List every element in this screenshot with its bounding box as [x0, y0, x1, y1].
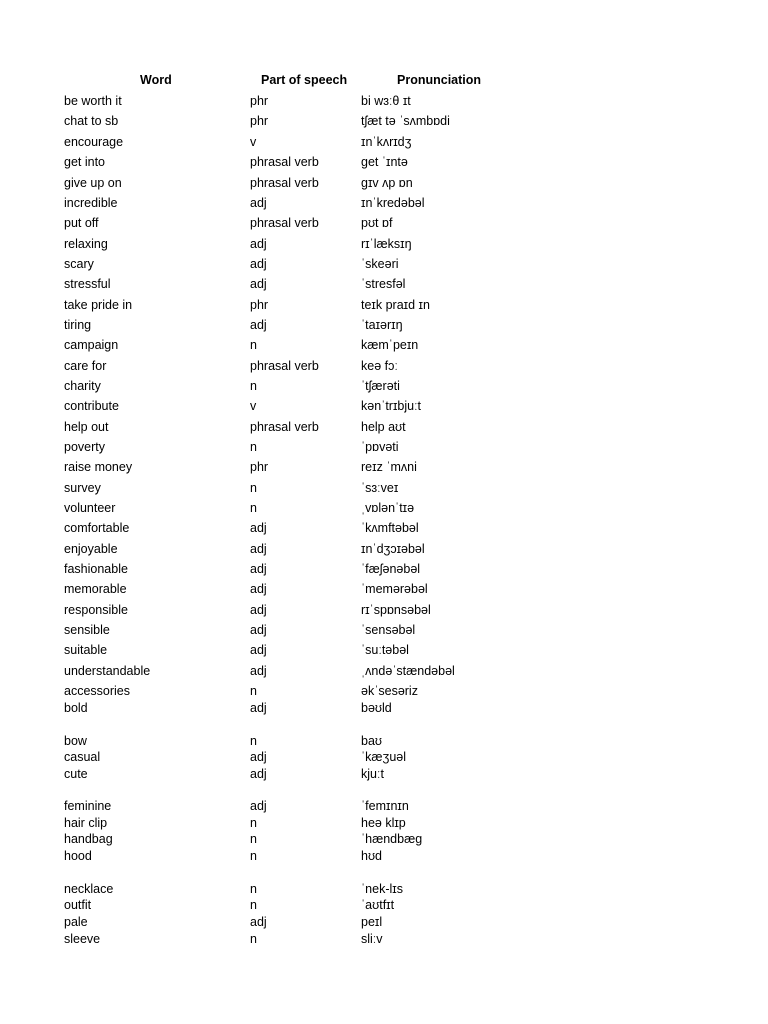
table-row — [0, 338, 768, 355]
part-of-speech-cell: phrasal verb — [250, 155, 319, 169]
word-cell: handbag — [64, 832, 113, 846]
pronunciation-cell: ˈsensəbəl — [361, 623, 416, 637]
header-pronunciation: Pronunciation — [397, 73, 482, 87]
part-of-speech-cell: phrasal verb — [250, 176, 319, 190]
word-cell: incredible — [64, 196, 118, 210]
word-cell: be worth it — [64, 94, 122, 108]
word-cell: tiring — [64, 318, 92, 332]
table-row — [0, 849, 768, 866]
part-of-speech-cell: n — [250, 440, 257, 454]
part-of-speech-cell: adj — [250, 664, 267, 678]
pronunciation-cell: ˈpɒvəti — [361, 440, 399, 454]
pronunciation-cell: kjuːt — [361, 767, 384, 781]
pronunciation-cell: get ˈɪntə — [361, 155, 408, 169]
word-cell: take pride in — [64, 298, 133, 312]
part-of-speech-cell: adj — [250, 623, 267, 637]
table-row — [0, 750, 768, 767]
word-cell: bow — [64, 734, 87, 748]
word-cell: comfortable — [64, 521, 130, 535]
pronunciation-cell: ˈkæʒuəl — [361, 750, 407, 764]
table-row — [0, 816, 768, 833]
pronunciation-cell: ɪnˈkʌrɪdʒ — [361, 135, 412, 149]
part-of-speech-cell: n — [250, 849, 257, 863]
table-row — [0, 501, 768, 518]
word-cell: necklace — [64, 882, 114, 896]
table-row — [0, 114, 768, 131]
part-of-speech-cell: n — [250, 481, 257, 495]
word-cell: cute — [64, 767, 88, 781]
word-cell: poverty — [64, 440, 105, 454]
word-cell: memorable — [64, 582, 127, 596]
word-cell: bold — [64, 701, 88, 715]
word-cell: feminine — [64, 799, 112, 813]
word-cell: give up on — [64, 176, 122, 190]
table-row — [0, 257, 768, 274]
part-of-speech-cell: n — [250, 816, 257, 830]
word-cell: chat to sb — [64, 114, 119, 128]
table-row — [0, 216, 768, 233]
pronunciation-cell: ˈmemərəbəl — [361, 582, 428, 596]
pronunciation-cell: reɪz ˈmʌni — [361, 460, 417, 474]
table-row — [0, 882, 768, 899]
part-of-speech-cell: n — [250, 379, 257, 393]
part-of-speech-cell: adj — [250, 542, 267, 556]
part-of-speech-cell: n — [250, 338, 257, 352]
part-of-speech-cell: adj — [250, 767, 267, 781]
table-row — [0, 420, 768, 437]
pronunciation-cell: hʊd — [361, 849, 383, 863]
pronunciation-cell: ˈskeəri — [361, 257, 399, 271]
pronunciation-cell: gɪv ʌp ɒn — [361, 176, 413, 190]
word-cell: casual — [64, 750, 101, 764]
part-of-speech-cell: n — [250, 882, 257, 896]
part-of-speech-cell: adj — [250, 257, 267, 271]
pronunciation-cell: help aʊt — [361, 420, 406, 434]
pronunciation-cell: ˈsuːtəbəl — [361, 643, 409, 657]
part-of-speech-cell: adj — [250, 701, 267, 715]
word-cell: put off — [64, 216, 99, 230]
word-cell: raise money — [64, 460, 133, 474]
part-of-speech-cell: phrasal verb — [250, 420, 319, 434]
word-cell: contribute — [64, 399, 119, 413]
table-row — [0, 379, 768, 396]
part-of-speech-cell: n — [250, 734, 257, 748]
table-row — [0, 359, 768, 376]
word-cell: care for — [64, 359, 107, 373]
word-cell: accessories — [64, 684, 130, 698]
pronunciation-cell: kənˈtrɪbjuːt — [361, 399, 422, 413]
table-row — [0, 767, 768, 784]
pronunciation-cell: ˈtʃærəti — [361, 379, 400, 393]
pronunciation-cell: heə klɪp — [361, 816, 406, 830]
part-of-speech-cell: phr — [250, 114, 269, 128]
part-of-speech-cell: v — [250, 135, 257, 149]
pronunciation-cell: kæmˈpeɪn — [361, 338, 419, 352]
table-row — [0, 196, 768, 213]
word-cell: suitable — [64, 643, 108, 657]
table-row — [0, 135, 768, 152]
pronunciation-cell: tʃæt tə ˈsʌmbɒdi — [361, 114, 450, 128]
word-cell: hair clip — [64, 816, 108, 830]
part-of-speech-cell: n — [250, 501, 257, 515]
pronunciation-cell: rɪˈlæksɪŋ — [361, 237, 412, 251]
pronunciation-cell: ˈtaɪərɪŋ — [361, 318, 403, 332]
pronunciation-cell: baʊ — [361, 734, 383, 748]
part-of-speech-cell: phr — [250, 94, 269, 108]
part-of-speech-cell: n — [250, 684, 257, 698]
word-cell: charity — [64, 379, 101, 393]
table-row — [0, 176, 768, 193]
word-cell: relaxing — [64, 237, 108, 251]
table-row — [0, 932, 768, 949]
pronunciation-cell: ˈnek-lɪs — [361, 882, 403, 896]
table-row — [0, 643, 768, 660]
word-cell: campaign — [64, 338, 119, 352]
table-row — [0, 701, 768, 718]
part-of-speech-cell: adj — [250, 237, 267, 251]
part-of-speech-cell: n — [250, 832, 257, 846]
word-cell: pale — [64, 915, 88, 929]
pronunciation-cell: teɪk praɪd ɪn — [361, 298, 430, 312]
table-row — [0, 94, 768, 111]
part-of-speech-cell: adj — [250, 562, 267, 576]
table-row — [0, 542, 768, 559]
part-of-speech-cell: adj — [250, 582, 267, 596]
part-of-speech-cell: adj — [250, 318, 267, 332]
part-of-speech-cell: adj — [250, 643, 267, 657]
pronunciation-cell: ɪnˈdʒɔɪəbəl — [361, 542, 425, 556]
table-row — [0, 298, 768, 315]
table-row — [0, 799, 768, 816]
table-row — [0, 684, 768, 701]
part-of-speech-cell: phrasal verb — [250, 359, 319, 373]
part-of-speech-cell: adj — [250, 521, 267, 535]
pronunciation-cell: pʊt ɒf — [361, 216, 393, 230]
word-cell: sleeve — [64, 932, 101, 946]
pronunciation-cell: ˌvɒlənˈtɪə — [361, 501, 415, 515]
word-cell: survey — [64, 481, 101, 495]
pronunciation-cell: ˈaʊtfɪt — [361, 898, 395, 912]
word-cell: outfit — [64, 898, 92, 912]
part-of-speech-cell: adj — [250, 277, 267, 291]
word-cell: understandable — [64, 664, 151, 678]
pronunciation-cell: bəʊld — [361, 701, 392, 715]
table-row — [0, 603, 768, 620]
header-word: Word — [140, 73, 172, 87]
table-row — [0, 562, 768, 579]
pronunciation-cell: bi wɜːθ ɪt — [361, 94, 411, 108]
word-cell: get into — [64, 155, 106, 169]
pronunciation-cell: ˈstresfəl — [361, 277, 406, 291]
table-row — [0, 318, 768, 335]
word-cell: volunteer — [64, 501, 116, 515]
part-of-speech-cell: phr — [250, 460, 269, 474]
pronunciation-cell: keə fɔː — [361, 359, 398, 373]
table-row — [0, 155, 768, 172]
part-of-speech-cell: adj — [250, 603, 267, 617]
part-of-speech-cell: adj — [250, 750, 267, 764]
part-of-speech-cell: v — [250, 399, 257, 413]
table-row — [0, 915, 768, 932]
pronunciation-cell: peɪl — [361, 915, 383, 929]
word-cell: responsible — [64, 603, 128, 617]
pronunciation-cell: ˈhændbæg — [361, 832, 423, 846]
pronunciation-cell: ˈfemɪnɪn — [361, 799, 409, 813]
part-of-speech-cell: adj — [250, 799, 267, 813]
table-row — [0, 664, 768, 681]
word-cell: fashionable — [64, 562, 128, 576]
table-row — [0, 521, 768, 538]
table-row — [0, 582, 768, 599]
table-row — [0, 277, 768, 294]
pronunciation-cell: ɪnˈkredəbəl — [361, 196, 425, 210]
table-row — [0, 481, 768, 498]
part-of-speech-cell: n — [250, 932, 257, 946]
pronunciation-cell: sliːv — [361, 932, 383, 946]
table-row — [0, 460, 768, 477]
part-of-speech-cell: adj — [250, 915, 267, 929]
pronunciation-cell: rɪˈspɒnsəbəl — [361, 603, 431, 617]
table-row — [0, 734, 768, 751]
pronunciation-cell: ˈfæʃənəbəl — [361, 562, 421, 576]
part-of-speech-cell: n — [250, 898, 257, 912]
table-row — [0, 440, 768, 457]
word-cell: enjoyable — [64, 542, 118, 556]
table-row — [0, 237, 768, 254]
pronunciation-cell: ˈsɜːveɪ — [361, 481, 399, 495]
word-cell: hood — [64, 849, 92, 863]
part-of-speech-cell: phr — [250, 298, 269, 312]
word-cell: encourage — [64, 135, 124, 149]
part-of-speech-cell: phrasal verb — [250, 216, 319, 230]
word-cell: stressful — [64, 277, 111, 291]
word-cell: scary — [64, 257, 94, 271]
header-part-of-speech: Part of speech — [261, 73, 348, 87]
table-row — [0, 832, 768, 849]
table-row — [0, 898, 768, 915]
table-row — [0, 399, 768, 416]
part-of-speech-cell: adj — [250, 196, 267, 210]
word-cell: help out — [64, 420, 109, 434]
word-cell: sensible — [64, 623, 110, 637]
table-row — [0, 623, 768, 640]
pronunciation-cell: ˌʌndəˈstændəbəl — [361, 664, 455, 678]
pronunciation-cell: ˈkʌmftəbəl — [361, 521, 419, 535]
pronunciation-cell: əkˈsesəriz — [361, 684, 418, 698]
